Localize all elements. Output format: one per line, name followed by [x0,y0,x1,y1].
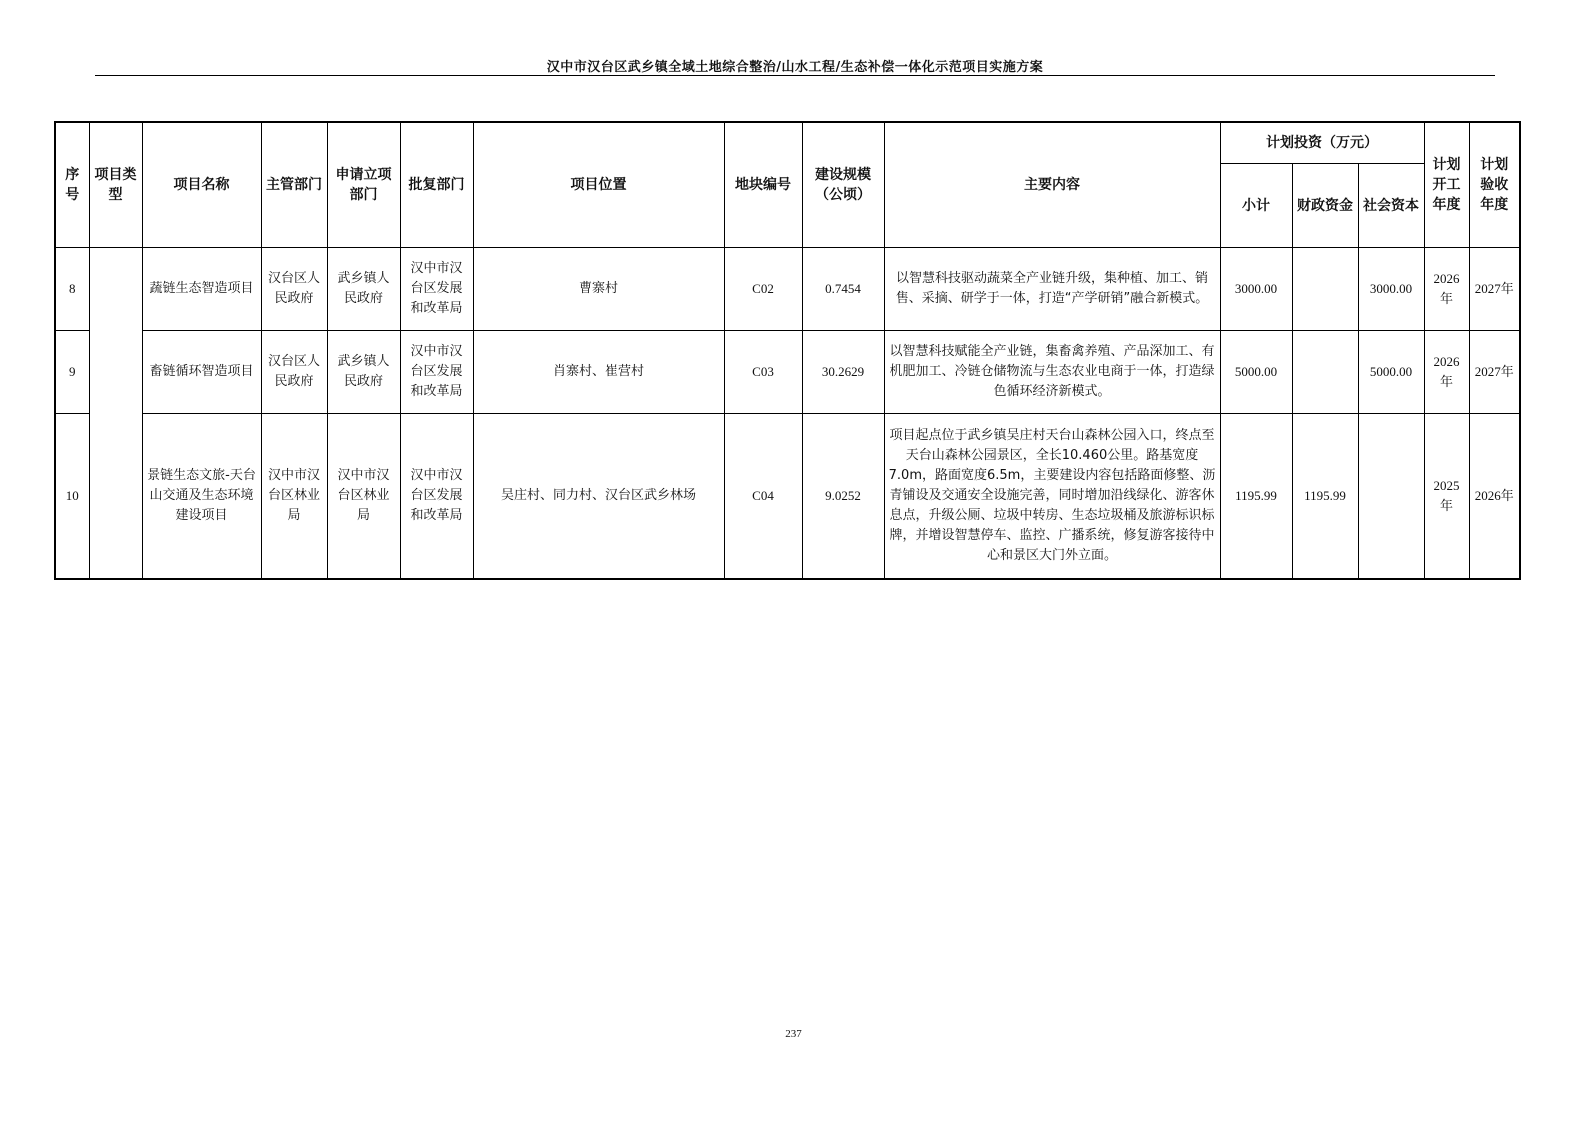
cell-fiscal [1292,331,1358,414]
cell-fiscal: 1195.99 [1292,414,1358,580]
cell-name: 蔬链生态智造项目 [142,248,261,331]
cell-approve: 汉中市汉台区发展和改革局 [400,248,473,331]
cell-scale: 30.2629 [802,331,884,414]
cell-subtotal: 1195.99 [1220,414,1292,580]
cell-parcel: C04 [724,414,802,580]
cell-seq: 10 [55,414,89,580]
cell-name: 景链生态文旅-天台山交通及生态环境建设项目 [142,414,261,580]
cell-location: 肖寨村、崔营村 [473,331,724,414]
header-apply: 申请立项部门 [327,122,400,248]
cell-start: 2025年 [1424,414,1469,580]
table-row [55,414,1520,580]
cell-subtotal: 3000.00 [1220,248,1292,331]
header-dept: 主管部门 [261,122,327,248]
cell-social: 5000.00 [1358,331,1424,414]
cell-type [89,248,142,580]
cell-apply: 武乡镇人民政府 [327,331,400,414]
cell-content: 以智慧科技驱动蔬菜全产业链升级，集种植、加工、销售、采摘、研学于一体，打造“产学研销”融合新模式。 [884,248,1220,331]
cell-approve: 汉中市汉台区发展和改革局 [400,414,473,580]
cell-seq: 9 [55,331,89,414]
header-seq: 序号 [55,122,89,248]
header-subtotal: 小计 [1220,164,1292,248]
header-location: 项目位置 [473,122,724,248]
cell-scale: 9.0252 [802,414,884,580]
header-social: 社会资本 [1358,164,1424,248]
header-accept: 计划验收年度 [1469,122,1520,248]
table-row [55,248,1520,331]
cell-accept: 2026年 [1469,414,1520,580]
cell-parcel: C03 [724,331,802,414]
header-start: 计划开工年度 [1424,122,1469,248]
cell-dept: 汉台区人民政府 [261,248,327,331]
cell-content: 项目起点位于武乡镇吴庄村天台山森林公园入口，终点至天台山森林公园景区，全长10.460公里。路基宽度7.0m，路面宽度6.5m，主要建设内容包括路面修整、沥青铺设及交通安全设施完善，同时增加沿线绿化、游客休息点，升级公厕、垃圾中转房、生态垃圾桶及旅游标识标牌，并增设智慧停车、监控、广播系统，修复游客接待中心和景区大门外立面。 [884,414,1220,580]
cell-accept: 2027年 [1469,248,1520,331]
page-number: 237 [785,1028,802,1040]
project-table [54,121,1521,580]
cell-fiscal [1292,248,1358,331]
header-content: 主要内容 [884,122,1220,248]
cell-approve: 汉中市汉台区发展和改革局 [400,331,473,414]
cell-start: 2026年 [1424,331,1469,414]
header-scale: 建设规模（公顷） [802,122,884,248]
cell-dept: 汉中市汉台区林业局 [261,414,327,580]
header-type: 项目类型 [89,122,142,248]
header-rule [95,75,1495,76]
cell-seq: 8 [55,248,89,331]
cell-parcel: C02 [724,248,802,331]
cell-apply: 汉中市汉台区林业局 [327,414,400,580]
cell-location: 曹寨村 [473,248,724,331]
cell-social: 3000.00 [1358,248,1424,331]
header-fiscal: 财政资金 [1292,164,1358,248]
cell-name: 畜链循环智造项目 [142,331,261,414]
cell-social [1358,414,1424,580]
header-invest: 计划投资（万元） [1220,122,1424,164]
cell-dept: 汉台区人民政府 [261,331,327,414]
cell-subtotal: 5000.00 [1220,331,1292,414]
cell-start: 2026年 [1424,248,1469,331]
cell-scale: 0.7454 [802,248,884,331]
header-name: 项目名称 [142,122,261,248]
cell-apply: 武乡镇人民政府 [327,248,400,331]
cell-accept: 2027年 [1469,331,1520,414]
page-header-title: 汉中市汉台区武乡镇全域土地综合整治/山水工程/生态补偿一体化示范项目实施方案 [546,60,1044,75]
cell-content: 以智慧科技赋能全产业链，集畜禽养殖、产品深加工、有机肥加工、冷链仓储物流与生态农业电商于一体，打造绿色循环经济新模式。 [884,331,1220,414]
table-row [55,331,1520,414]
cell-location: 吴庄村、同力村、汉台区武乡林场 [473,414,724,580]
header-approve: 批复部门 [400,122,473,248]
header-parcel: 地块编号 [724,122,802,248]
